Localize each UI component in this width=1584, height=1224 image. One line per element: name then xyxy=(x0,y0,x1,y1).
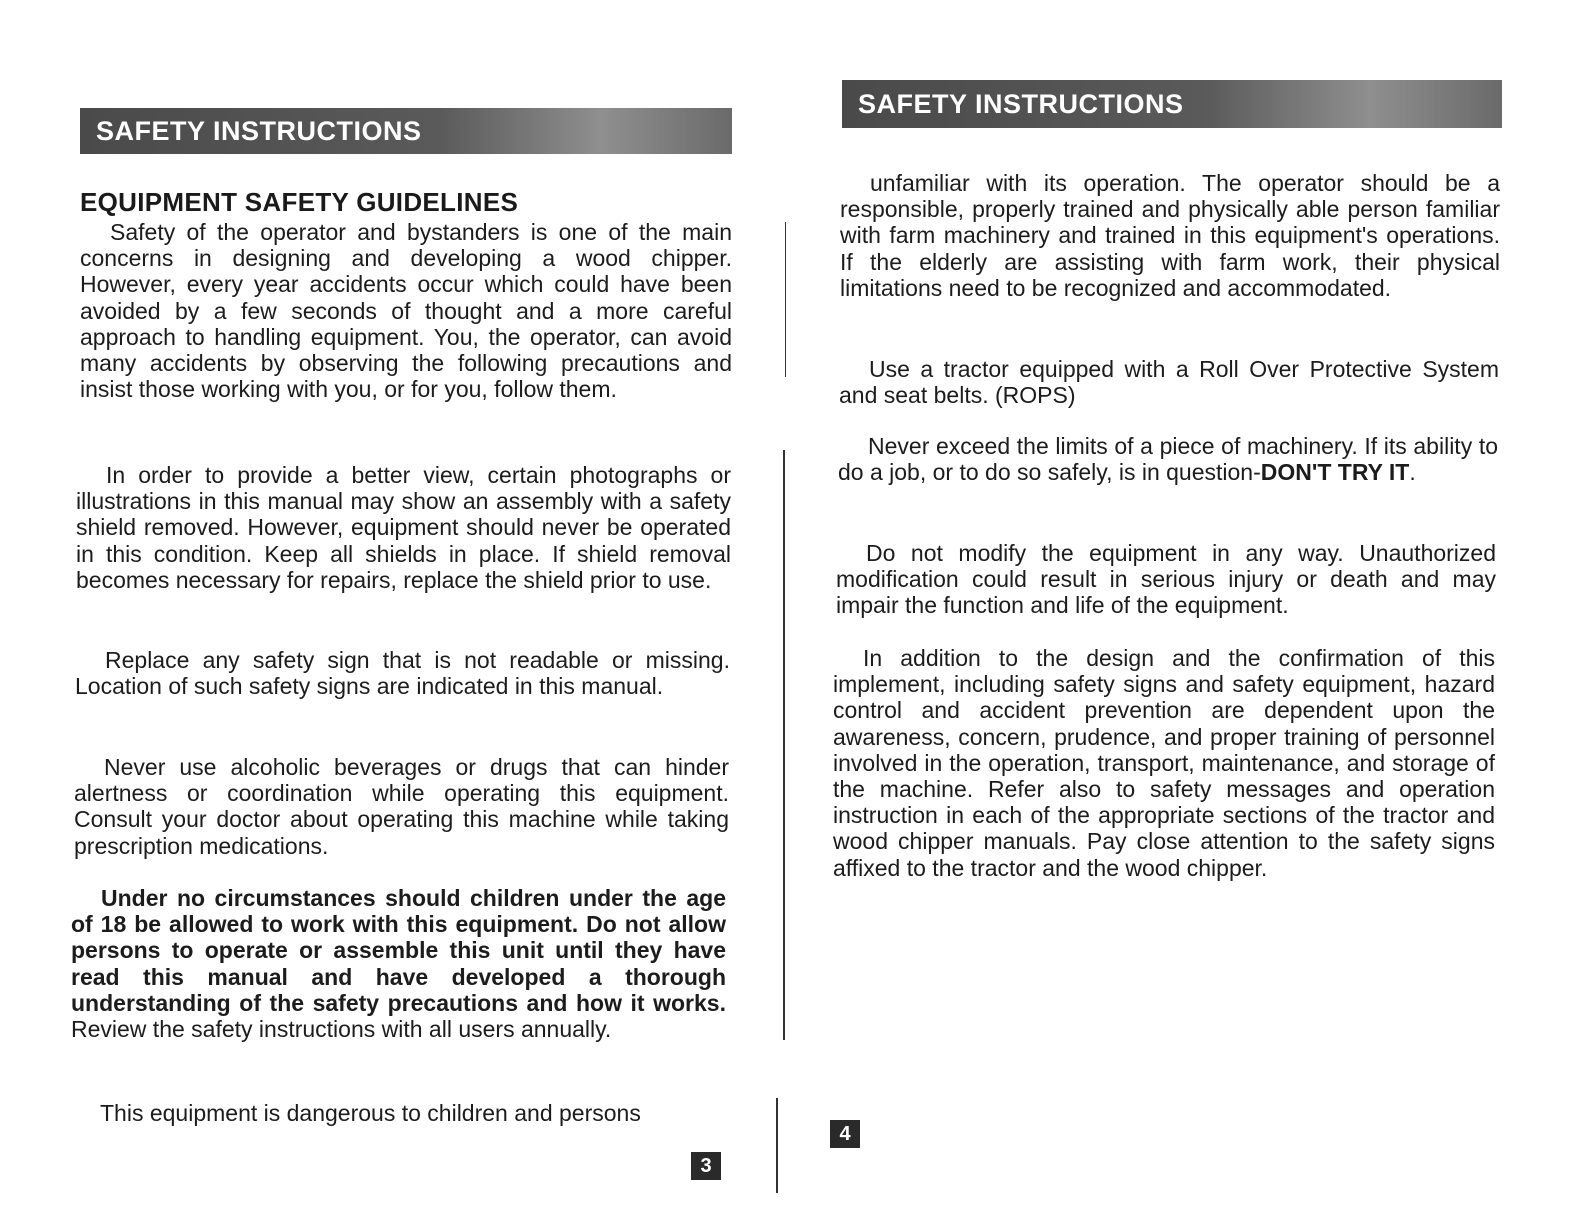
page-number-3: 3 xyxy=(691,1152,721,1180)
left-paragraph-1: Safety of the operator and bystanders is one of the main concerns in designing and developing a wood chipper. However, every year accidents occur which could have been avoided by a few seconds of thought and a more careful approach to handling equipment. You, the operator, can avoid many accidents by observing the following precautions and insist those working with you, or for you, follow them. xyxy=(80,219,732,403)
dont-try-it-bold: DON'T TRY IT xyxy=(1260,459,1410,486)
right-paragraph-2: Use a tractor equipped with a Roll Over Protective System and seat belts. (ROPS) xyxy=(839,356,1499,409)
left-paragraph-4: Never use alcoholic beverages or drugs that can hinder alertness or coordination while operating this equipment. Consult your doctor about operating this machine while taking prescription medications. xyxy=(74,754,729,859)
gutter-line xyxy=(783,450,785,1040)
gutter-line xyxy=(776,1098,778,1193)
right-paragraph-3: Never exceed the limits of a piece of machinery. If its ability to do a job, or to do so safely, is in question-DON'T TRY IT. xyxy=(838,433,1498,486)
right-paragraph-1: unfamiliar with its operation. The operator should be a responsible, properly trained and physically able person familiar with farm machinery and trained in this equipment's operations. If the elderly are assisting with farm work, their physical limitations need to be recognized and accommodated. xyxy=(840,170,1500,301)
left-paragraph-2: In order to provide a better view, certain photographs or illustrations in this manual may show an assembly with a safety shield removed. However, equipment should never be operated in this condition. Keep all shields in place. If shield removal becomes necessary for repairs, replace the shield prior to use. xyxy=(76,462,731,593)
children-warning-bold: Under no circumstances should children under the age of 18 be allowed to work with this equipment. Do not allow persons to operate or assemble this unit until they have read this manual and have developed a thorough understanding of the safety precautions and how it works. xyxy=(71,885,726,1016)
left-paragraph-5: Under no circumstances should children under the age of 18 be allowed to work with this equipment. Do not allow persons to operate or assemble this unit until they have read this manual and have developed a thorough understanding of the safety precautions and how it works. Review the safety instructions with all users annually. xyxy=(71,885,726,1043)
left-section-banner: SAFETY INSTRUCTIONS xyxy=(80,108,732,154)
gutter-line xyxy=(785,222,786,377)
right-paragraph-4: Do not modify the equipment in any way. Unauthorized modification could result in serious injury or death and may impair the function and life of the equipment. xyxy=(836,540,1496,619)
page-number-4: 4 xyxy=(830,1120,860,1148)
left-paragraph-3: Replace any safety sign that is not readable or missing. Location of such safety signs are indicated in this manual. xyxy=(75,647,730,700)
right-section-banner: SAFETY INSTRUCTIONS xyxy=(842,80,1502,128)
right-paragraph-5: In addition to the design and the confirmation of this implement, including safety signs and safety equipment, hazard control and accident prevention are dependent upon the awareness, concern, prudence, and proper training of personnel involved in the operation, transport, maintenance, and storage of the machine. Refer also to safety messages and operation instruction in each of the appropriate sections of the tractor and wood chipper manuals. Pay close attention to the safety signs affixed to the tractor and the wood chipper. xyxy=(833,645,1495,881)
left-paragraph-6: This equipment is dangerous to children and persons xyxy=(100,1100,641,1126)
equipment-safety-heading: EQUIPMENT SAFETY GUIDELINES xyxy=(80,187,519,217)
